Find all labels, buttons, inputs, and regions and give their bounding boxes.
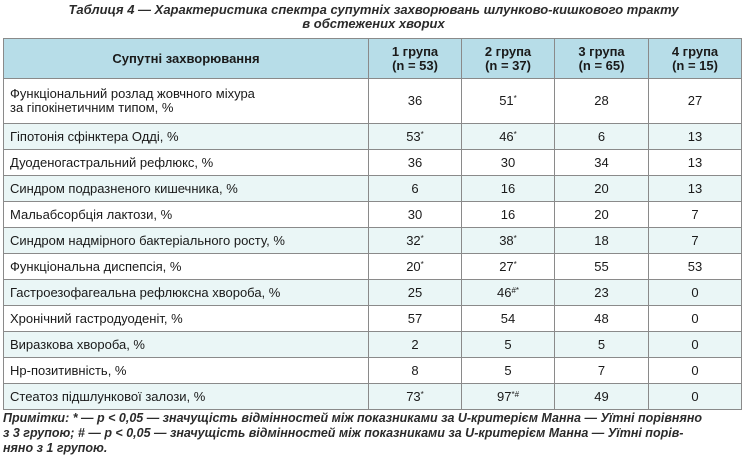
value-number: 57 <box>407 310 423 326</box>
value-number: 38 <box>499 232 514 248</box>
value-number: 6 <box>597 128 606 144</box>
header-group-n: (n = 15) <box>672 57 718 73</box>
value-cell-group-1 <box>369 332 462 358</box>
disease-name-line: Функціональна диспепсія, % <box>10 258 182 274</box>
value-cell-group-2 <box>462 358 555 384</box>
value-number: 51 <box>499 93 514 108</box>
value-cell-group-2 <box>462 124 555 150</box>
value-number: 2 <box>411 336 419 352</box>
value-number: 16 <box>500 206 516 222</box>
value-number: 36 <box>407 154 423 170</box>
disease-table <box>3 38 742 410</box>
value-number: 55 <box>594 258 609 274</box>
value-cell-group-2 <box>462 79 555 124</box>
value-number: 16 <box>500 180 516 196</box>
disease-name-cell <box>4 150 369 176</box>
header-group-2 <box>462 39 555 79</box>
value-number: 32 <box>406 232 421 248</box>
value-cell-group-2 <box>462 176 555 202</box>
value-cell-group-3 <box>555 228 649 254</box>
value-cell-group-4 <box>649 384 742 410</box>
table-body <box>4 79 742 410</box>
value-cell-group-4 <box>649 228 742 254</box>
value-number: 27 <box>687 93 703 108</box>
table-caption <box>0 3 747 31</box>
disease-name-cell <box>4 124 369 150</box>
value-cell-group-1 <box>369 150 462 176</box>
disease-name-cell <box>4 280 369 306</box>
value-number: 25 <box>407 284 423 300</box>
disease-name-cell <box>4 254 369 280</box>
value-cell-group-3 <box>555 202 649 228</box>
value-number: 0 <box>691 336 699 352</box>
disease-name-line: Мальабсорбція лактози, % <box>10 206 173 222</box>
disease-name-cell <box>4 358 369 384</box>
caption-line-2: в обстежених хворих <box>302 16 445 31</box>
table-row <box>4 124 742 150</box>
value-number: 20 <box>594 180 609 196</box>
table-row <box>4 254 742 280</box>
value-number: 0 <box>691 284 699 300</box>
value-number: 18 <box>594 232 609 248</box>
value-cell-group-4 <box>649 202 742 228</box>
value-number: 97 <box>496 388 512 404</box>
header-group-n: (n = 37) <box>485 57 531 73</box>
value-cell-group-4 <box>649 254 742 280</box>
value-number: 13 <box>687 128 703 144</box>
significance-marker: * <box>513 233 517 243</box>
value-cell-group-3 <box>555 306 649 332</box>
disease-name-cell <box>4 306 369 332</box>
value-number: 0 <box>691 310 699 326</box>
value-number: 53 <box>687 258 703 274</box>
value-cell-group-1 <box>369 254 462 280</box>
value-number: 30 <box>407 206 423 222</box>
value-number: 7 <box>691 232 699 248</box>
value-cell-group-1 <box>369 384 462 410</box>
significance-marker: *# <box>511 389 520 399</box>
value-number: 5 <box>597 336 606 352</box>
value-cell-group-4 <box>649 280 742 306</box>
header-group-name: 4 група <box>671 43 719 59</box>
significance-marker: * <box>420 389 424 399</box>
value-cell-group-2 <box>462 332 555 358</box>
table-row <box>4 202 742 228</box>
disease-name-cell <box>4 79 369 124</box>
value-number: 73 <box>406 388 421 404</box>
value-cell-group-2 <box>462 228 555 254</box>
value-number: 13 <box>687 180 703 196</box>
value-cell-group-3 <box>555 176 649 202</box>
disease-name-line: Хронічний гастродуоденіт, % <box>10 310 183 326</box>
value-number: 7 <box>691 206 699 222</box>
significance-marker: * <box>420 233 424 243</box>
value-cell-group-4 <box>649 332 742 358</box>
table-row <box>4 332 742 358</box>
disease-name-cell <box>4 202 369 228</box>
value-cell-group-3 <box>555 124 649 150</box>
table-row <box>4 306 742 332</box>
disease-name-cell <box>4 332 369 358</box>
value-number: 20 <box>594 206 609 222</box>
disease-table-container <box>3 38 741 410</box>
value-cell-group-3 <box>555 358 649 384</box>
notes-line-3: няно з 1 групою. <box>3 441 108 455</box>
value-number: 49 <box>594 388 609 404</box>
value-number: 53 <box>406 128 421 144</box>
value-number: 23 <box>594 284 609 300</box>
header-group-n: (n = 65) <box>578 57 625 73</box>
disease-name-line: Функціональний розлад жовчного міхура <box>10 86 255 101</box>
value-number: 30 <box>500 154 516 170</box>
value-cell-group-3 <box>555 280 649 306</box>
significance-marker: * <box>513 259 517 269</box>
disease-name-line: Виразкова хвороба, % <box>10 336 145 352</box>
disease-name-line: за гіпокінетичним типом, % <box>10 100 174 115</box>
value-cell-group-4 <box>649 306 742 332</box>
value-cell-group-3 <box>555 332 649 358</box>
header-disease: Супутні захворювання <box>4 39 369 79</box>
disease-name-cell <box>4 228 369 254</box>
value-number: 48 <box>594 310 609 326</box>
notes-line-1: Примітки: * — p < 0,05 — значущість відмінностей між показниками за U-критерієм Манна — Уїтні порівняно <box>3 411 703 425</box>
significance-marker: * <box>513 94 517 103</box>
value-cell-group-1 <box>369 280 462 306</box>
value-number: 8 <box>411 362 419 378</box>
value-cell-group-1 <box>369 79 462 124</box>
disease-name-line: Стеатоз підшлункової залози, % <box>10 388 206 404</box>
value-cell-group-2 <box>462 150 555 176</box>
value-cell-group-3 <box>555 150 649 176</box>
value-number: 13 <box>687 154 703 170</box>
header-group-n: (n = 53) <box>392 57 438 73</box>
value-number: 46 <box>496 284 512 300</box>
value-cell-group-2 <box>462 384 555 410</box>
value-cell-group-4 <box>649 79 742 124</box>
table-row <box>4 384 742 410</box>
value-cell-group-2 <box>462 280 555 306</box>
value-cell-group-3 <box>555 254 649 280</box>
table-row <box>4 79 742 124</box>
value-cell-group-2 <box>462 306 555 332</box>
value-cell-group-1 <box>369 124 462 150</box>
value-cell-group-4 <box>649 124 742 150</box>
table-row <box>4 150 742 176</box>
value-number: 20 <box>406 258 421 274</box>
value-number: 5 <box>504 362 512 378</box>
disease-name-line: Hp-позитивність, % <box>10 362 127 378</box>
significance-marker: #* <box>511 285 520 295</box>
value-number: 54 <box>500 310 516 326</box>
value-number: 28 <box>594 93 609 108</box>
disease-name-line: Гастроезофагеальна рефлюксна хвороба, % <box>10 284 281 300</box>
value-cell-group-2 <box>462 254 555 280</box>
value-cell-group-3 <box>555 384 649 410</box>
notes-line-2: з 3 групою; # — p < 0,05 — значущість відмінностей між показниками за U-критерієм Манна — Уїтні порів- <box>3 426 684 440</box>
value-cell-group-1 <box>369 228 462 254</box>
value-cell-group-1 <box>369 176 462 202</box>
value-cell-group-4 <box>649 176 742 202</box>
significance-marker: * <box>513 129 517 139</box>
value-cell-group-4 <box>649 358 742 384</box>
header-group-name: 1 група <box>391 43 439 59</box>
value-number: 7 <box>597 362 606 378</box>
table-header-row <box>4 39 742 79</box>
value-cell-group-4 <box>649 150 742 176</box>
value-cell-group-3 <box>555 79 649 124</box>
disease-name-line: Дуоденогастральний рефлюкс, % <box>10 154 214 170</box>
header-group-4 <box>649 39 742 79</box>
significance-marker: * <box>420 129 424 139</box>
value-number: 34 <box>594 154 609 170</box>
table-row <box>4 176 742 202</box>
disease-name-cell <box>4 176 369 202</box>
header-group-1 <box>369 39 462 79</box>
value-number: 46 <box>499 128 514 144</box>
value-cell-group-1 <box>369 202 462 228</box>
table-row <box>4 280 742 306</box>
value-number: 27 <box>499 258 514 274</box>
value-number: 36 <box>407 93 423 108</box>
caption-line-1: Таблиця 4 — Характеристика спектра супутніх захворювань шлунково-кишкового тракту <box>68 2 679 17</box>
significance-marker: * <box>420 259 424 269</box>
value-cell-group-1 <box>369 358 462 384</box>
disease-name-line: Синдром надмірного бактеріального росту, % <box>10 232 285 248</box>
table-row <box>4 358 742 384</box>
table-notes <box>3 411 743 456</box>
value-number: 0 <box>691 388 699 404</box>
value-cell-group-1 <box>369 306 462 332</box>
disease-name-line: Синдром подразненого кишечника, % <box>10 180 238 196</box>
value-number: 5 <box>504 336 512 352</box>
disease-name-cell <box>4 384 369 410</box>
header-group-3 <box>555 39 649 79</box>
table-row <box>4 228 742 254</box>
value-number: 6 <box>411 180 419 196</box>
header-group-name: 3 група <box>578 43 625 59</box>
disease-name-line: Гіпотонія сфінктера Одді, % <box>10 128 179 144</box>
header-group-name: 2 група <box>484 43 532 59</box>
value-number: 0 <box>691 362 699 378</box>
value-cell-group-2 <box>462 202 555 228</box>
